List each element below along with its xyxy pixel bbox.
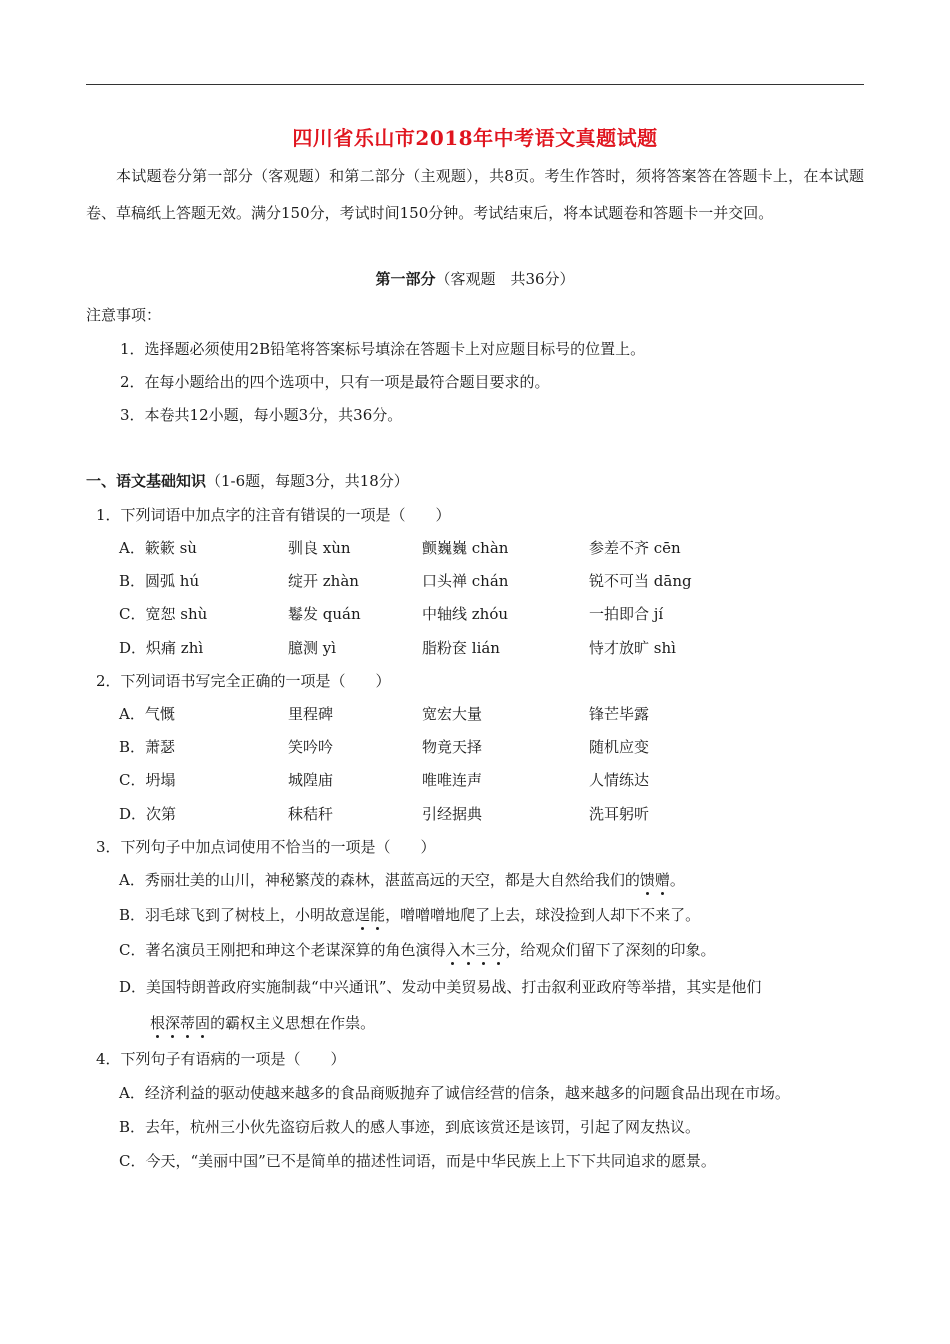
q3-d-tail: 的霸权主义思想在作祟。: [210, 1014, 376, 1032]
q1-option-row: [119, 537, 864, 559]
emphasis-char: 固: [195, 1014, 211, 1032]
q2-option-cell: 秣秸秆: [288, 805, 334, 823]
q2-option-cell: 宽宏大量: [422, 705, 483, 723]
note-item: 1．选择题必须使用2B铅笔将答案标号填涂在答题卡上对应题目标号的位置上。: [120, 340, 646, 358]
part-one-label: 第一部分: [375, 270, 436, 288]
q2-option-row: [119, 736, 864, 758]
q3-option-d-continued: [150, 1012, 375, 1033]
q1-option-cell: D．炽痛 zhì: [119, 639, 204, 657]
q3-a-tail: 。: [669, 871, 685, 889]
q3-option-b: [119, 904, 864, 925]
question-4-stem: 4．下列句子有语病的一项是（ ）: [96, 1050, 346, 1068]
q2-option-cell: 随机应变: [589, 738, 650, 756]
q1-option-cell: 颤巍巍 chàn: [422, 539, 509, 557]
q2-option-cell: 人情练达: [589, 771, 650, 789]
q1-option-cell: 一拍即合 jí: [589, 605, 664, 623]
question-3-stem: 3．下列句子中加点词使用不恰当的一项是（ ）: [96, 838, 436, 856]
question-2-stem: 2．下列词语书写完全正确的一项是（ ）: [96, 672, 391, 690]
q2-option-cell: 物竟天择: [422, 738, 483, 756]
emphasis-char: 根: [150, 1014, 166, 1032]
q2-option-cell: 笑吟吟: [288, 738, 334, 756]
q2-option-row: [119, 703, 864, 725]
emphasis-char: 能: [370, 906, 386, 924]
emphasis-char: 分: [490, 941, 506, 959]
section-one-label: 一、语文基础知识: [86, 472, 207, 490]
q3-option-c: [119, 939, 864, 960]
q1-option-cell: 驯良 xùn: [288, 539, 351, 557]
q2-option-cell: A．气慨: [119, 705, 175, 723]
q2-option-cell: B．萧瑟: [119, 738, 176, 756]
q1-option-cell: 脂粉奁 lián: [422, 639, 500, 657]
q2-option-cell: 里程碑: [288, 705, 334, 723]
q1-option-cell: 中轴线 zhóu: [422, 605, 509, 623]
section-one-detail: （1-6题，每题3分，共18分）: [206, 472, 409, 490]
section-one-heading: [86, 470, 409, 491]
header-rule: [86, 84, 864, 85]
q1-option-cell: A．簌簌 sù: [119, 539, 197, 557]
q1-option-cell: 参差不齐 cēn: [589, 539, 681, 557]
q2-option-cell: 洗耳躬听: [589, 805, 650, 823]
q3-c-text: C．著名演员王刚把和珅这个老谋深算的角色演得: [119, 941, 446, 959]
q2-option-cell: C．坍塌: [119, 771, 176, 789]
q1-option-cell: 锐不可当 dāng: [589, 572, 692, 590]
part-one-heading: [0, 268, 950, 289]
q1-option-cell: B．圆弧 hú: [119, 572, 200, 590]
q3-d-dotted-word: [150, 1014, 210, 1032]
intro-paragraph: 本试题卷分第一部分（客观题）和第二部分（主观题），共8页。考生作答时，须将答案答在答题卡上，在本试题卷、草稿纸上答题无效。满分150分，考试时间150分钟。考试结束后，将本试题卷和答题卡一并交回。: [86, 167, 864, 222]
q3-c-dotted-word: [445, 941, 505, 959]
q2-option-cell: 城隍庙: [288, 771, 334, 789]
q3-a-text: A．秀丽壮美的山川，神秘繁茂的森林，湛蓝高远的天空，都是大自然给我们的: [119, 871, 640, 889]
q2-option-row: [119, 769, 864, 791]
page-title: 四川省乐山市2018年中考语文真题试题: [292, 126, 658, 150]
emphasis-char: 入: [445, 941, 461, 959]
notes-heading: 注意事项：: [86, 306, 162, 324]
part-one-detail: （客观题 共36分）: [435, 270, 575, 288]
note-item: 2．在每小题给出的四个选项中，只有一项是最符合题目要求的。: [120, 373, 550, 391]
q4-option: A．经济利益的驱动使越来越多的食品商贩抛弃了诚信经营的信条，越来越多的问题食品出现在市场。: [119, 1084, 790, 1102]
emphasis-char: 三: [475, 941, 491, 959]
emphasis-char: 赠: [654, 871, 670, 889]
q3-option-d: D．美国特朗普政府实施制裁“中兴通讯”、发动中美贸易战、打击叙利亚政府等举措，其实是他们: [119, 978, 762, 996]
q3-b-tail: ，噌噌噌地爬了上去，球没捡到人却下不来了。: [385, 906, 701, 924]
q2-option-row: [119, 803, 864, 825]
emphasis-char: 逞: [355, 906, 371, 924]
q1-option-cell: 鬈发 quán: [288, 605, 361, 623]
question-1-stem: 1．下列词语中加点字的注音有错误的一项是（ ）: [96, 506, 451, 524]
emphasis-char: 馈: [639, 871, 655, 889]
emphasis-char: 蒂: [180, 1014, 196, 1032]
q2-option-cell: D．次第: [119, 805, 177, 823]
q1-option-cell: 臆测 yì: [288, 639, 337, 657]
emphasis-char: 深: [165, 1014, 181, 1032]
q2-option-cell: 锋芒毕露: [589, 705, 650, 723]
q1-option-cell: C．宽恕 shù: [119, 605, 208, 623]
q1-option-row: [119, 603, 864, 625]
q3-a-dotted-word: [640, 871, 670, 889]
q3-b-text: B．羽毛球飞到了树枝上，小明故意: [119, 906, 356, 924]
q1-option-cell: 绽开 zhàn: [288, 572, 359, 590]
q1-option-cell: 恃才放旷 shì: [589, 639, 676, 657]
q4-option: B．去年，杭州三小伙先盗窃后救人的感人事迹，到底该赏还是该罚，引起了网友热议。: [119, 1118, 701, 1136]
q1-option-row: [119, 570, 864, 592]
q1-option-cell: 口头禅 chán: [422, 572, 509, 590]
q2-option-cell: 唯唯连声: [422, 771, 483, 789]
q3-c-tail: ，给观众们留下了深刻的印象。: [505, 941, 716, 959]
q4-option: C．今天，“美丽中国”已不是简单的描述性词语，而是中华民族上上下下共同追求的愿景。: [119, 1152, 716, 1170]
q3-option-a: [119, 869, 864, 890]
q1-option-row: [119, 637, 864, 659]
note-item: 3．本卷共12小题，每小题3分，共36分。: [120, 406, 403, 424]
q3-b-dotted-word: [355, 906, 385, 924]
emphasis-char: 木: [460, 941, 476, 959]
q2-option-cell: 引经据典: [422, 805, 483, 823]
